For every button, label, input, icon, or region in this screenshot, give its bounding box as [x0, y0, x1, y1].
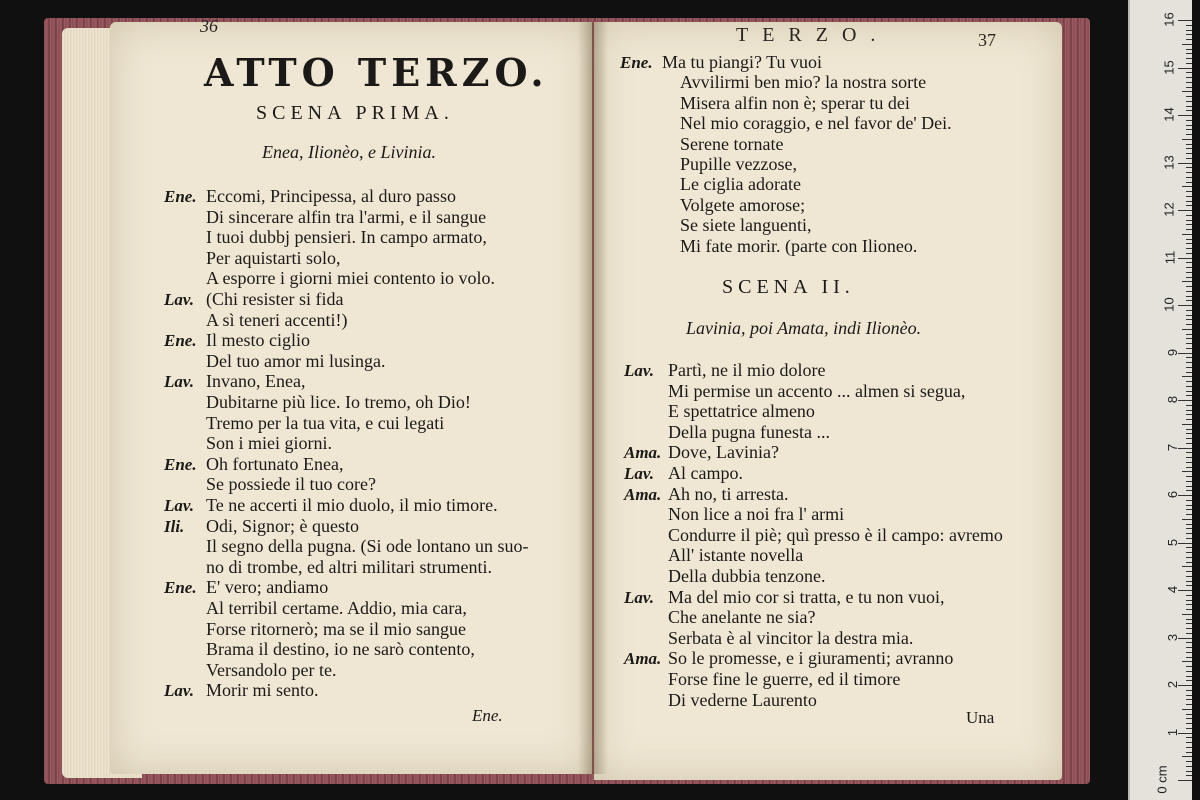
- verse-line: Serene tornate: [680, 133, 784, 154]
- ruler-tick: [1186, 144, 1192, 145]
- ruler-tick: [1186, 106, 1192, 107]
- ruler-tick: [1186, 125, 1192, 126]
- ruler-tick: [1186, 177, 1192, 178]
- ruler-tick: [1186, 723, 1192, 724]
- speaker-label: Ene.: [164, 331, 197, 351]
- verse-line: Se possiede il tuo core?: [206, 474, 376, 495]
- ruler-label: 2: [1164, 680, 1180, 689]
- verse-line: Il mesto ciglio: [206, 330, 310, 351]
- ruler-tick: [1186, 158, 1192, 159]
- ruler-tick: [1186, 737, 1192, 738]
- speaker-label: Lav.: [624, 587, 655, 607]
- ruler-tick: [1186, 30, 1192, 31]
- ruler-tick: [1182, 424, 1192, 425]
- ruler-tick: [1186, 243, 1192, 244]
- ruler-tick: [1186, 514, 1192, 515]
- ruler-tick: [1186, 585, 1192, 586]
- ruler-label: 7: [1164, 443, 1180, 451]
- verse-line: Misera alfin non è; sperar tu dei: [680, 92, 910, 113]
- right-page-number: 37: [978, 30, 996, 50]
- ruler-tick: [1186, 120, 1192, 121]
- ruler-tick: [1186, 229, 1192, 230]
- verse-line: Della dubbia tenzone.: [668, 566, 826, 586]
- speaker-label: Lav.: [164, 496, 195, 515]
- verse-line: Al campo.: [668, 463, 743, 483]
- ruler-tick: [1186, 300, 1192, 301]
- verse-line: Avvilirmi ben mio? la nostra sorte: [680, 72, 927, 93]
- ruler-tick: [1182, 519, 1192, 520]
- ruler-tick: [1186, 82, 1192, 83]
- ruler-tick: [1186, 771, 1192, 772]
- verse-line: Al terribil certame. Addio, mia cara,: [206, 598, 467, 618]
- ruler-tick: [1186, 657, 1192, 658]
- ruler-tick: [1186, 410, 1192, 411]
- ruler-label: 4: [1164, 585, 1180, 594]
- ruler-tick: [1186, 87, 1192, 88]
- ruler-tick: [1186, 191, 1192, 192]
- verse-line: Morir mi sento.: [206, 680, 319, 701]
- ruler-tick: [1186, 96, 1192, 97]
- ruler-tick: [1186, 129, 1192, 130]
- ruler-tick: [1186, 528, 1192, 529]
- speaker-label: Ene.: [164, 578, 197, 598]
- ruler-tick: [1186, 386, 1192, 387]
- ruler-label: 13: [1161, 154, 1177, 170]
- verse-line: Forse fine le guerre, ed il timore: [668, 669, 901, 689]
- ruler-tick: [1186, 72, 1192, 73]
- speaker-label: Ama.: [624, 649, 662, 669]
- ruler-tick: [1186, 714, 1192, 715]
- verse-line: Che anelante ne sia?: [668, 607, 816, 628]
- ruler-label: 6: [1164, 490, 1180, 499]
- ruler-tick: [1186, 201, 1192, 202]
- ruler-tick: [1186, 547, 1192, 548]
- ruler-tick: [1186, 690, 1192, 691]
- ruler-tick: [1186, 220, 1192, 221]
- ruler-tick: [1182, 139, 1192, 140]
- ruler-tick: [1186, 476, 1192, 477]
- ruler-tick: [1186, 367, 1192, 368]
- speaker-label: Ama.: [624, 484, 662, 504]
- ruler-tick: [1182, 186, 1192, 187]
- ruler-tick: [1186, 253, 1192, 254]
- left-catchword: Ene.: [472, 706, 503, 725]
- ruler-tick: [1186, 775, 1192, 776]
- ruler-tick: [1186, 481, 1192, 482]
- ruler-tick: [1186, 39, 1192, 40]
- ruler-tick: [1186, 319, 1192, 320]
- verse-line: All' istante novella: [668, 545, 804, 566]
- ruler-tick: [1186, 462, 1192, 463]
- ruler-tick: [1186, 633, 1192, 634]
- verse-line: Le ciglia adorate: [680, 174, 801, 195]
- ruler-tick: [1186, 53, 1192, 54]
- ruler-tick: [1186, 433, 1192, 434]
- ruler-tick: [1186, 291, 1192, 292]
- ruler-tick: [1182, 566, 1192, 567]
- ruler-tick: [1186, 747, 1192, 748]
- verse-line: Ma del mio cor si tratta, e tu non vuoi,: [668, 586, 945, 607]
- ruler-tick: [1186, 728, 1192, 729]
- ruler-tick: [1186, 262, 1192, 263]
- ruler-tick: [1186, 438, 1192, 439]
- ruler-tick: [1186, 324, 1192, 325]
- ruler-label: 8: [1164, 395, 1180, 404]
- verse-line: I tuoi dubbj pensieri. In campo armato,: [206, 227, 487, 248]
- ruler-tick: [1186, 467, 1192, 468]
- ruler-tick: [1186, 348, 1192, 349]
- speaker-label: Ene.: [164, 454, 197, 474]
- ruler-tick: [1182, 709, 1192, 710]
- ruler-tick: [1186, 552, 1192, 553]
- verse-line: A sì teneri accenti!): [206, 309, 348, 330]
- ruler-tick: [1186, 452, 1192, 453]
- ruler-tick: [1182, 614, 1192, 615]
- ruler-tick: [1186, 557, 1192, 558]
- verse-line: Della pugna funesta ...: [668, 421, 830, 442]
- verse-line: Odi, Signor; è questo: [206, 515, 359, 536]
- ruler-tick: [1186, 63, 1192, 64]
- verse-line: Son i miei giorni.: [206, 433, 332, 454]
- ruler-tick: [1182, 376, 1192, 377]
- ruler-tick: [1186, 718, 1192, 719]
- running-head: TERZO.: [736, 24, 890, 46]
- ruler-tick: [1186, 524, 1192, 525]
- ruler-tick: [1186, 34, 1192, 35]
- ruler-label: 9: [1164, 348, 1180, 356]
- ruler-tick: [1182, 91, 1192, 92]
- ruler-tick: [1186, 25, 1192, 26]
- ruler-tick: [1186, 533, 1192, 534]
- verse-line: Condurre il piè; quì presso è il campo: avremo: [668, 524, 1003, 545]
- verse-line: So le promesse, e i giuramenti; avranno: [668, 648, 954, 669]
- verse-line: Mi fate morir. (parte con Ilioneo.: [680, 235, 918, 256]
- ruler-tick: [1178, 163, 1192, 164]
- verse-line: Forse ritornerò; ma se il mio sangue: [206, 618, 466, 639]
- ruler-tick: [1186, 486, 1192, 487]
- ruler-tick: [1186, 419, 1192, 420]
- ruler-tick: [1186, 148, 1192, 149]
- verse-line: Per aquistarti solo,: [206, 247, 341, 268]
- ruler-tick: [1186, 167, 1192, 168]
- ruler-tick: [1178, 20, 1192, 21]
- ruler-tick: [1186, 619, 1192, 620]
- ruler-tick: [1186, 581, 1192, 582]
- ruler-tick: [1186, 49, 1192, 50]
- ruler-tick: [1186, 395, 1192, 396]
- verse-line: Invano, Enea,: [206, 371, 306, 392]
- ruler-tick: [1186, 490, 1192, 491]
- verse-line: Serbata è al vincitor la destra mia.: [668, 627, 914, 648]
- ruler-label: 11: [1161, 250, 1177, 264]
- verse-line: E' vero; andiamo: [206, 577, 329, 598]
- verse-line: Oh fortunato Enea,: [206, 453, 344, 474]
- verse-line: Mi permise un accento ... almen si segua,: [668, 380, 966, 401]
- verse-line: Brama il destino, io ne sarò contento,: [206, 639, 475, 660]
- ruler-tick: [1186, 414, 1192, 415]
- ruler-tick: [1186, 215, 1192, 216]
- verse-line: Il segno della pugna. (Si ode lontano un suo-: [206, 536, 529, 557]
- ruler-tick: [1186, 571, 1192, 572]
- ruler-tick: [1186, 671, 1192, 672]
- ruler-tick: [1186, 429, 1192, 430]
- right-scene-title: SCENA II.: [722, 276, 855, 298]
- speaker-label: Lav.: [164, 372, 195, 392]
- ruler-tick: [1186, 315, 1192, 316]
- ruler-tick: [1186, 505, 1192, 506]
- verse-line: Te ne accerti il mio duolo, il mio timore.: [206, 495, 498, 515]
- ruler-tick: [1178, 68, 1192, 69]
- right-catchword: Una: [966, 708, 995, 727]
- verse-line: Di sincerare alfin tra l'armi, e il sangue: [206, 206, 487, 227]
- ruler-tick: [1186, 239, 1192, 240]
- ruler-tick: [1186, 604, 1192, 605]
- ruler-tick: [1186, 600, 1192, 601]
- ruler-tick: [1178, 258, 1192, 259]
- ruler-tick: [1186, 310, 1192, 311]
- ruler-label: 12: [1161, 202, 1177, 217]
- ruler-tick: [1178, 115, 1192, 116]
- ruler-tick: [1186, 267, 1192, 268]
- ruler-tick: [1186, 381, 1192, 382]
- verse-line: Nel mio coraggio, e nel favor de' Dei.: [680, 113, 952, 134]
- ruler-tick: [1186, 205, 1192, 206]
- ruler-tick: [1186, 562, 1192, 563]
- ruler-tick: [1186, 509, 1192, 510]
- verse-line: Di vederne Laurento: [668, 689, 817, 710]
- ruler-tick: [1186, 391, 1192, 392]
- right-persons: Lavinia, poi Amata, indi Ilionèo.: [686, 318, 922, 338]
- ruler-tick: [1182, 281, 1192, 282]
- verse-line: no di trombe, ed altri militari strumenti.: [206, 556, 492, 577]
- verse-line: Volgete amorose;: [680, 194, 806, 215]
- verse-line: Ma tu piangi? Tu vuoi: [662, 52, 823, 72]
- ruler-tick: [1186, 752, 1192, 753]
- ruler-tick: [1178, 780, 1192, 781]
- ruler-tick: [1186, 628, 1192, 629]
- ruler-tick: [1186, 153, 1192, 154]
- ruler-tick: [1182, 471, 1192, 472]
- ruler-tick: [1186, 457, 1192, 458]
- ruler-tick: [1186, 680, 1192, 681]
- left-persons: Enea, Ilionèo, e Livinia.: [262, 142, 436, 162]
- ruler-tick: [1186, 172, 1192, 173]
- ruler-tick: [1186, 372, 1192, 373]
- verse-line: Dubitarne più lice. Io tremo, oh Dio!: [206, 392, 471, 412]
- ruler-tick: [1186, 595, 1192, 596]
- ruler-tick: [1186, 362, 1192, 363]
- speaker-label: Lav.: [624, 464, 655, 483]
- ruler-label: 3: [1164, 633, 1180, 641]
- book-gutter: [578, 22, 608, 774]
- ruler-tick: [1182, 44, 1192, 45]
- verse-line: Tremo per la tua vita, e cui legati: [206, 412, 445, 433]
- verse-line: Eccomi, Principessa, al duro passo: [206, 186, 456, 206]
- ruler-tick: [1186, 272, 1192, 273]
- ruler-tick: [1186, 101, 1192, 102]
- speaker-label: Ene.: [620, 53, 653, 72]
- ruler-tick: [1186, 224, 1192, 225]
- ruler-tick: [1186, 704, 1192, 705]
- verse-line: Non lice a noi fra l' armi: [668, 504, 845, 525]
- ruler-tick: [1182, 756, 1192, 757]
- verse-line: Del tuo amor mi lusinga.: [206, 350, 386, 371]
- ruler-tick: [1186, 338, 1192, 339]
- speaker-label: Lav.: [164, 681, 195, 701]
- ruler-tick: [1186, 538, 1192, 539]
- ruler-tick: [1186, 443, 1192, 444]
- speaker-label: Ama.: [624, 443, 662, 463]
- measuring-ruler: [1128, 0, 1192, 800]
- ruler-tick: [1186, 77, 1192, 78]
- ruler-tick: [1186, 296, 1192, 297]
- ruler-label: 16: [1161, 12, 1177, 27]
- ruler-tick: [1186, 642, 1192, 643]
- ruler-tick: [1186, 666, 1192, 667]
- ruler-tick: [1186, 676, 1192, 677]
- ruler-tick: [1186, 405, 1192, 406]
- ruler-tick: [1182, 661, 1192, 662]
- ruler-label: 15: [1161, 59, 1177, 75]
- ruler-tick: [1186, 766, 1192, 767]
- ruler-tick: [1186, 742, 1192, 743]
- ruler-tick: [1186, 761, 1192, 762]
- verse-line: Versandolo per te.: [206, 659, 337, 680]
- ruler-label: 5: [1164, 538, 1180, 546]
- ruler-tick: [1186, 58, 1192, 59]
- ruler-tick: [1186, 647, 1192, 648]
- ruler-tick: [1186, 699, 1192, 700]
- ruler-tick: [1186, 623, 1192, 624]
- verse-line: A esporre i giorni miei contento io volo.: [206, 268, 495, 289]
- verse-line: Partì, ne il mio dolore: [668, 360, 826, 380]
- verse-line: E spettatrice almeno: [668, 401, 815, 422]
- ruler-tick: [1178, 210, 1192, 211]
- verse-line: Ah no, ti arresta.: [668, 483, 789, 504]
- ruler-tick: [1186, 695, 1192, 696]
- ruler-tick: [1182, 329, 1192, 330]
- ruler-tick: [1186, 609, 1192, 610]
- ruler-tick: [1186, 286, 1192, 287]
- verse-line: Se siete languenti,: [680, 215, 812, 236]
- ruler-label: 14: [1161, 107, 1177, 122]
- ruler-tick: [1182, 234, 1192, 235]
- act-title: ATTO TERZO.: [204, 50, 549, 95]
- verse-line: Dove, Lavinia?: [668, 442, 779, 463]
- ruler-label: 0 cm: [1154, 765, 1170, 794]
- ruler-tick: [1186, 134, 1192, 135]
- ruler-tick: [1186, 248, 1192, 249]
- ruler-tick: [1186, 110, 1192, 111]
- speaker-label: Ili.: [164, 516, 185, 536]
- speaker-label: Lav.: [624, 361, 655, 380]
- ruler-tick: [1186, 196, 1192, 197]
- ruler-tick: [1186, 182, 1192, 183]
- ruler-tick: [1186, 576, 1192, 577]
- ruler-tick: [1186, 652, 1192, 653]
- ruler-label: 1: [1164, 728, 1180, 736]
- ruler-tick: [1178, 305, 1192, 306]
- ruler-tick: [1186, 357, 1192, 358]
- left-scene-title: SCENA PRIMA.: [256, 102, 454, 124]
- ruler-tick: [1186, 500, 1192, 501]
- ruler-tick: [1186, 343, 1192, 344]
- speaker-label: Ene.: [164, 187, 197, 206]
- verse-line: (Chi resister si fida: [206, 289, 344, 309]
- ruler-label: 10: [1161, 297, 1177, 312]
- left-page-number: 36: [200, 16, 218, 36]
- verse-line: Pupille vezzose,: [680, 154, 797, 174]
- ruler-tick: [1186, 334, 1192, 335]
- ruler-tick: [1186, 277, 1192, 278]
- speaker-label: Lav.: [164, 290, 195, 309]
